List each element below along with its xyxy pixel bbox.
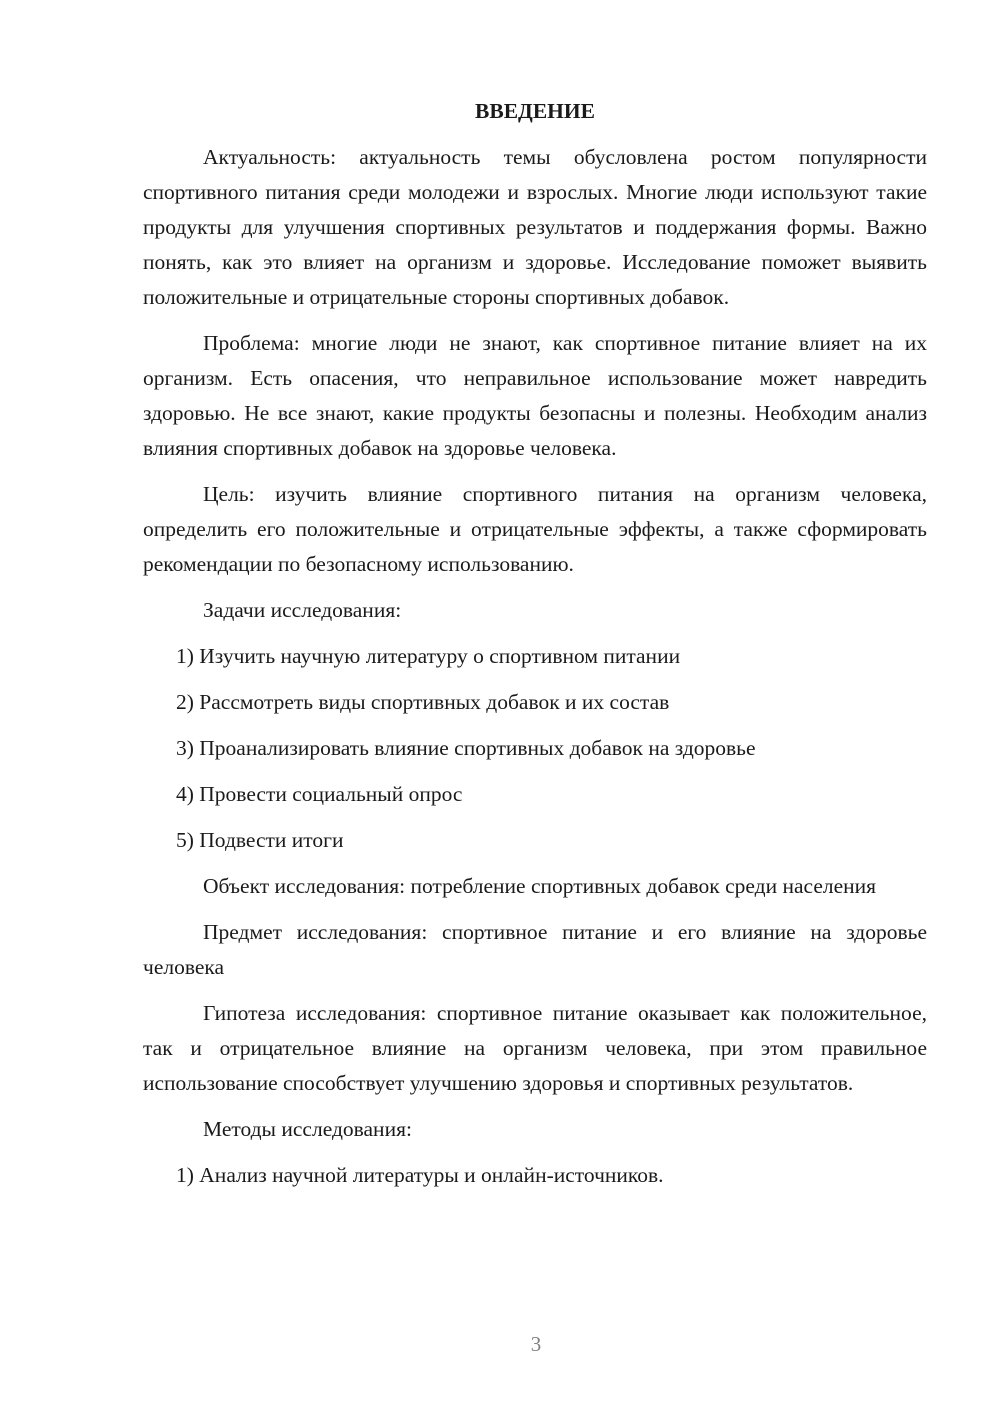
task-item: 5) Подвести итоги	[176, 828, 344, 852]
hypothesis-paragraph: Гипотеза исследования: спортивное питание оказывает как положительное, так и отрицательное влияние на организм человека, при этом правильное использование способствует улучшению здоровья и спортивных результатов.	[143, 1001, 927, 1095]
task-item: 2) Рассмотреть виды спортивных добавок и их состав	[176, 690, 670, 714]
task-item: 1) Изучить научную литературу о спортивном питании	[176, 644, 681, 668]
section-heading: ВВЕДЕНИЕ	[475, 99, 595, 123]
relevance-paragraph: Актуальность: актуальность темы обусловлена ростом популярности спортивного питания среди молодежи и взрослых. Многие люди используют такие продукты для улучшения спортивных результатов и поддержания формы. Важно понять, как это влияет на организм и здоровье. Исследование поможет выявить положительные и отрицательные стороны спортивных добавок.	[143, 145, 927, 309]
task-item: 4) Провести социальный опрос	[176, 782, 463, 806]
goal-paragraph: Цель: изучить влияние спортивного питания на организм человека, определить его положительные и отрицательные эффекты, а также сформировать рекомендации по безопасному использованию.	[143, 482, 927, 576]
object-paragraph: Объект исследования: потребление спортивных добавок среди населения	[203, 874, 877, 898]
methods-title: Методы исследования:	[203, 1117, 412, 1141]
method-item: 1) Анализ научной литературы и онлайн-источников.	[176, 1163, 664, 1187]
subject-paragraph: Предмет исследования: спортивное питание и его влияние на здоровье человека	[143, 920, 927, 979]
page-content	[143, 95, 927, 1204]
problem-paragraph: Проблема: многие люди не знают, как спортивное питание влияет на их организм. Есть опасения, что неправильное использование может навредить здоровью. Не все знают, какие продукты безопасны и полезны. Необходим анализ влияния спортивных добавок на здоровье человека.	[143, 331, 927, 460]
task-item: 3) Проанализировать влияние спортивных добавок на здоровье	[176, 736, 756, 760]
tasks-title: Задачи исследования:	[203, 598, 402, 622]
page-number: 3	[530, 1332, 542, 1356]
